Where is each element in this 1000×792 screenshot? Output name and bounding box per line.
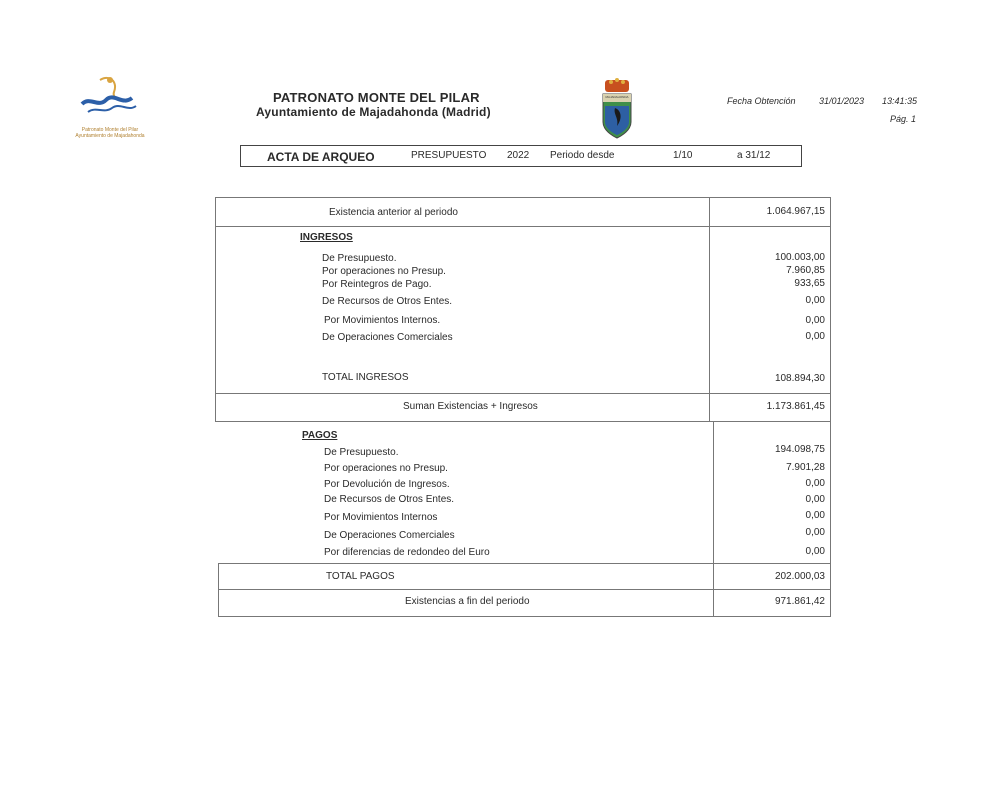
ingresos-row-label: De Presupuesto. (322, 253, 397, 264)
pagos-row-label: De Operaciones Comerciales (324, 530, 455, 541)
pagos-heading: PAGOS (302, 430, 338, 441)
org-subtitle: Ayuntamiento de Majadahonda (Madrid) (256, 105, 491, 119)
total-ingresos-label: TOTAL INGRESOS (322, 372, 409, 383)
ingresos-row-value: 0,00 (805, 315, 825, 326)
pagos-row-label: De Presupuesto. (324, 447, 399, 458)
ingresos-row-value: 7.960,85 (786, 265, 825, 276)
acta-title: ACTA DE ARQUEO (267, 150, 375, 164)
fecha-label: Fecha Obtención (727, 96, 796, 106)
logo-caption-1: Patronato Monte del Pilar (81, 127, 139, 133)
pagos-row-label: De Recursos de Otros Entes. (324, 494, 455, 505)
existencia-anterior-label: Existencia anterior al periodo (329, 207, 458, 218)
periodo-label: Periodo desde (550, 150, 615, 161)
fecha-value: 31/01/2023 (819, 96, 865, 106)
pagos-row-value: 0,00 (805, 494, 825, 505)
pagos-row-value: 7.901,28 (786, 462, 825, 473)
pagos-row-value: 0,00 (805, 510, 825, 521)
ingresos-row-value: 0,00 (805, 331, 825, 342)
ingresos-row-label: De Recursos de Otros Entes. (322, 296, 453, 307)
existencias-fin-label: Existencias a fin del periodo (405, 596, 530, 607)
suman-value: 1.173.861,45 (766, 401, 825, 412)
pagos-row-label: Por Movimientos Internos (324, 512, 438, 523)
periodo-desde: 1/10 (673, 150, 693, 161)
total-pagos-value: 202.000,03 (774, 571, 825, 582)
total-ingresos-value: 108.894,30 (774, 373, 825, 384)
hora-value: 13:41:35 (882, 96, 918, 106)
logo-caption-2: Ayuntamiento de Majadahonda (75, 133, 145, 139)
page-number: Pág. 1 (890, 114, 917, 124)
presupuesto-label: PRESUPUESTO (411, 150, 487, 161)
ingresos-row-label: Por operaciones no Presup. (322, 266, 446, 277)
presupuesto-year: 2022 (507, 150, 530, 161)
ingresos-row-value: 100.003,00 (774, 252, 825, 263)
ingresos-row-value: 0,00 (805, 295, 825, 306)
periodo-hasta: a 31/12 (737, 150, 771, 161)
pagos-row-value: 0,00 (805, 478, 825, 489)
pagos-row-label: Por operaciones no Presup. (324, 463, 448, 474)
pagos-row-value: 194.098,75 (774, 444, 825, 455)
ingresos-heading: INGRESOS (300, 232, 353, 243)
ingresos-row-label: De Operaciones Comerciales (322, 332, 453, 343)
ingresos-row-label: Por Movimientos Internos. (324, 315, 441, 326)
pagos-row-value: 0,00 (805, 546, 825, 557)
crest-shield-text: MAJADAHONDA (605, 95, 629, 99)
total-pagos-label: TOTAL PAGOS (326, 571, 395, 582)
existencia-anterior-value: 1.064.967,15 (766, 206, 825, 217)
ingresos-row-value: 933,65 (794, 278, 825, 289)
org-name: PATRONATO MONTE DEL PILAR (273, 90, 480, 105)
existencias-fin-value: 971.861,42 (774, 596, 825, 607)
pagos-row-label: Por Devolución de Ingresos. (324, 479, 450, 490)
pagos-row-label: Por diferencias de redondeo del Euro (324, 547, 490, 558)
pagos-row-value: 0,00 (805, 527, 825, 538)
suman-label: Suman Existencias + Ingresos (403, 401, 538, 412)
ingresos-row-label: Por Reintegros de Pago. (322, 279, 432, 290)
